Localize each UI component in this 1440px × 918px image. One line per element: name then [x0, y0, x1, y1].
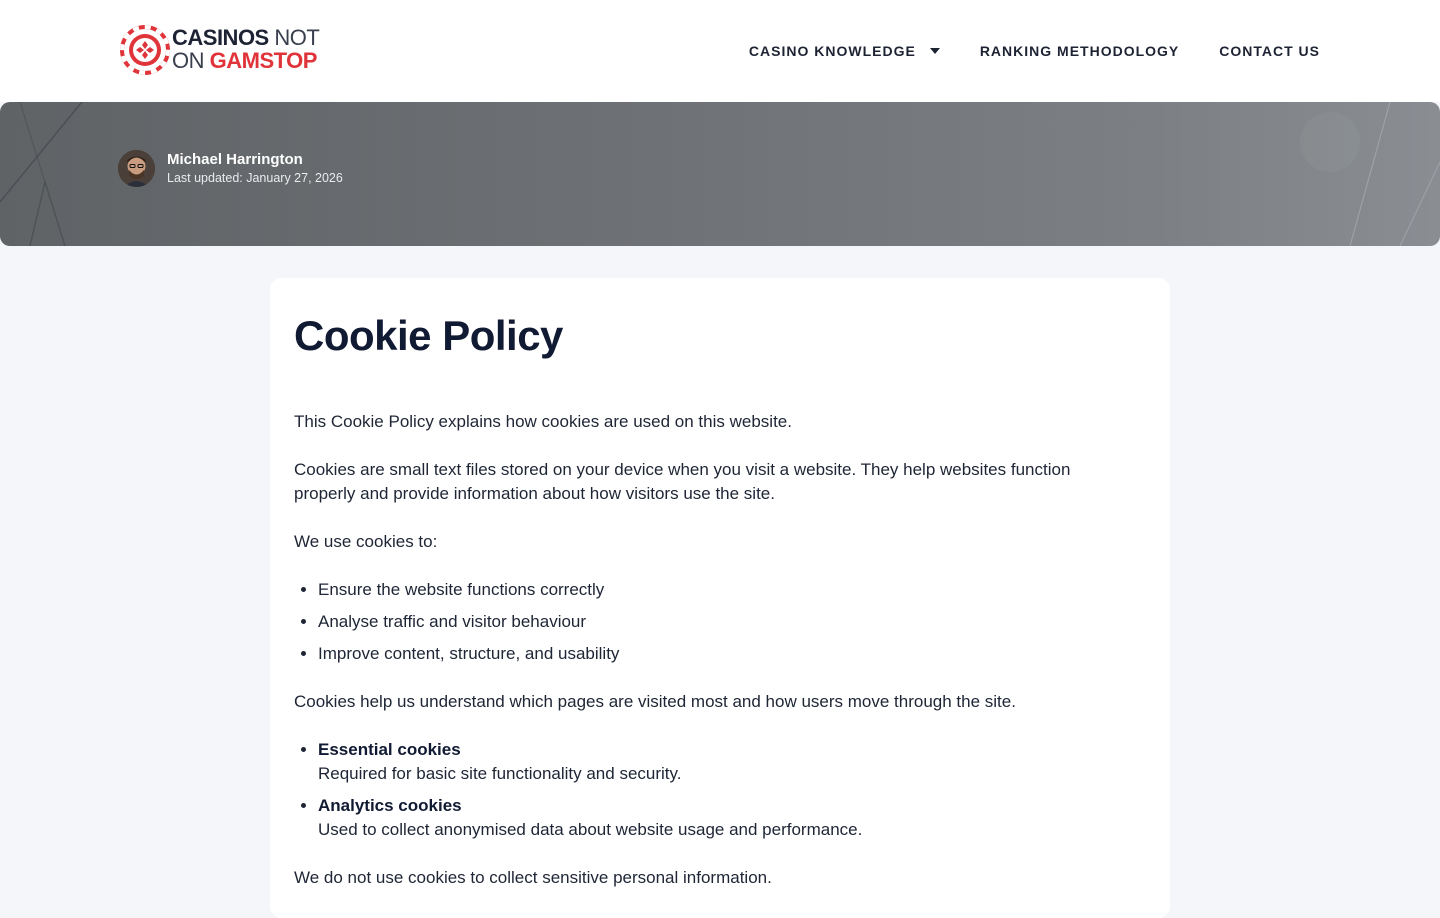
site-logo[interactable]: [120, 25, 320, 75]
list-item: • Improve content, structure, and usability: [318, 642, 1124, 666]
nav-casino-knowledge[interactable]: [749, 43, 940, 59]
logo-gamstop: GAMSTOP: [209, 48, 317, 73]
definition-paragraph: Cookies are small text files stored on your device when you visit a website. They help websites function properly and provide information about how visitors use the site.: [294, 460, 1071, 503]
policy-content: [294, 410, 1124, 914]
author-meta: [167, 151, 343, 187]
nav-contact-us[interactable]: [1219, 43, 1320, 59]
cookie-type-name: Essential cookies: [318, 740, 461, 759]
cookie-type-desc: Required for basic site functionality and security.: [318, 764, 682, 783]
nav-label: CASINO KNOWLEDGE: [748, 43, 916, 59]
logo-casinos: CASINOS: [172, 25, 269, 50]
site-header: [0, 0, 1440, 102]
list-item: • Analyse traffic and visitor behaviour: [318, 610, 1124, 634]
list-item: [318, 794, 1124, 842]
intro-paragraph: This Cookie Policy explains how cookies are used on this website.: [294, 412, 792, 431]
logo-on: ON: [172, 48, 210, 73]
nav-label: RANKING METHODOLOGY: [979, 43, 1180, 59]
nav-label: CONTACT US: [1219, 43, 1320, 59]
cookie-uses-list: [294, 578, 1124, 666]
logo-text-line2: [172, 49, 317, 73]
cookie-type-desc: Used to collect anonymised data about website usage and performance.: [318, 820, 863, 839]
understand-paragraph: Cookies help us understand which pages are visited most and how users move through the site.: [294, 692, 1016, 711]
author-name[interactable]: Michael Harrington: [167, 150, 303, 168]
hero-banner: [0, 102, 1440, 246]
policy-card: [270, 278, 1170, 918]
list-item: • Ensure the website functions correctly: [318, 578, 1124, 602]
last-updated-date: Last updated: January 27, 2026: [167, 170, 343, 185]
logo-not: NOT: [268, 25, 320, 50]
uses-lead-paragraph: We use cookies to:: [294, 532, 438, 551]
author-block: [118, 150, 343, 187]
caret-down-icon[interactable]: [930, 48, 940, 54]
cookie-types-list: [294, 738, 1124, 842]
logo-text-line1: [172, 26, 319, 50]
nav-ranking-methodology[interactable]: [980, 43, 1179, 59]
sensitive-info-paragraph: We do not use cookies to collect sensitive personal information.: [294, 868, 772, 887]
cookie-type-name: Analytics cookies: [318, 796, 462, 815]
poker-chip-logo-icon: [120, 25, 170, 75]
page-title: Cookie Policy: [294, 312, 563, 359]
author-avatar[interactable]: [118, 150, 155, 187]
main-nav: [749, 40, 1320, 62]
avatar-portrait-icon: [118, 150, 155, 187]
list-item: [318, 738, 1124, 786]
